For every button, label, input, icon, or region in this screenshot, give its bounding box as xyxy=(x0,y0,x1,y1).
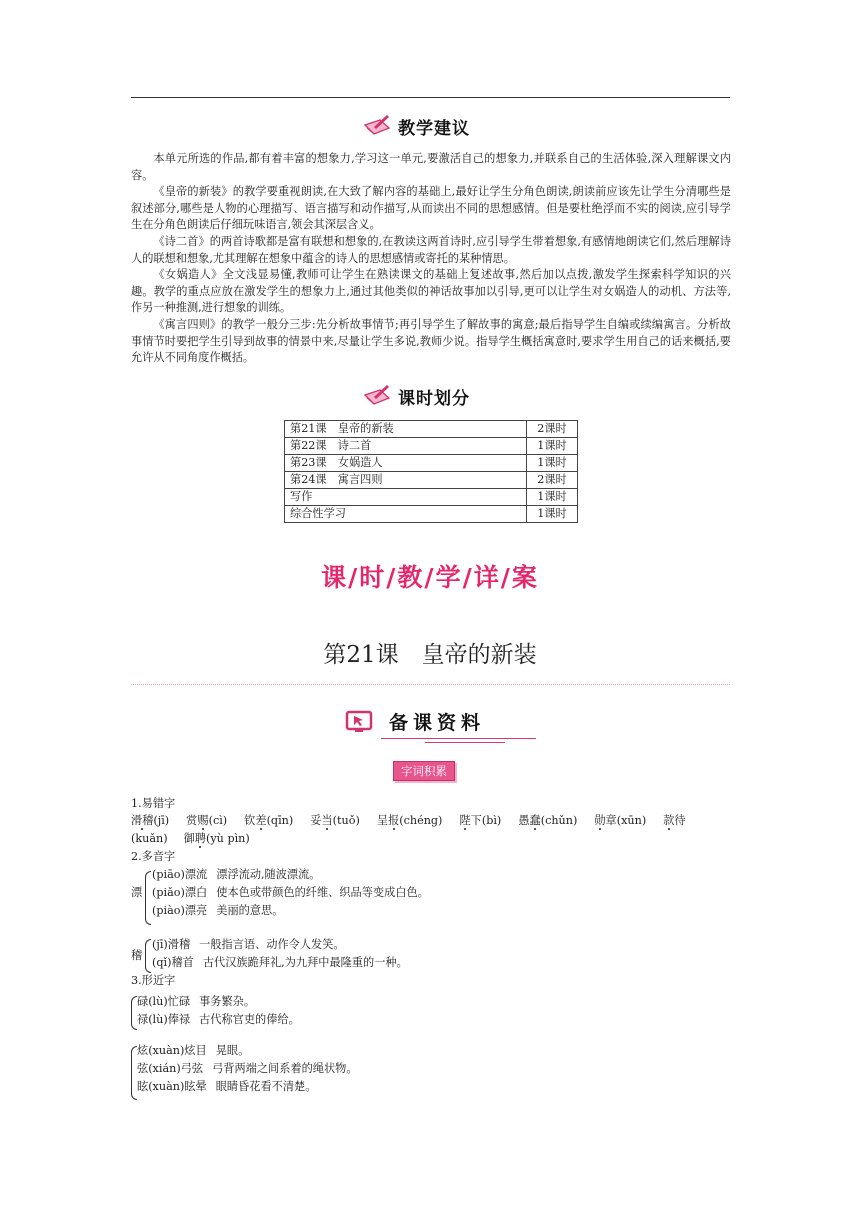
vocab-entry xyxy=(152,902,429,920)
vocab-gloss: 事务繁杂。 xyxy=(199,995,256,1008)
table-row xyxy=(285,472,578,489)
vocab-entry xyxy=(137,1060,358,1078)
vocab-word: 滑稽(jī) xyxy=(131,814,170,827)
lesson-cell: 第21课 皇帝的新装 xyxy=(285,421,527,438)
error-prone-line xyxy=(131,830,266,848)
section-title: 教学建议 xyxy=(398,118,470,139)
vocab-gloss: 古代汉族跪拜礼,为九拜中最隆重的一种。 xyxy=(202,956,408,969)
polyphone-list xyxy=(152,866,429,920)
error-prone-line xyxy=(131,812,703,830)
vocab-entry xyxy=(137,1042,358,1060)
hours-cell: 1课时 xyxy=(527,489,578,506)
vocab-entry xyxy=(152,954,408,972)
vocab-term: 碌(lù)忙碌 xyxy=(137,995,191,1008)
pen-notebook-icon xyxy=(362,113,392,139)
vocab-word: 愚蠢(chǔn) xyxy=(518,814,578,827)
vocab-gloss: 一般指言语、动作令人发笑。 xyxy=(199,938,345,951)
brace xyxy=(145,939,151,973)
monitor-icon xyxy=(345,710,375,736)
polyphone-char: 稽 xyxy=(131,949,143,962)
hours-cell: 2课时 xyxy=(527,472,578,489)
vocab-word: 御聘(yù pìn) xyxy=(183,832,250,845)
vocab-gloss: 弓背两端之间系着的绳状物。 xyxy=(212,1062,358,1075)
advice-paragraph: 《女娲造人》全文浅显易懂,教师可让学生在熟读课文的基础上复述故事,然后加以点拨,激发学生探索科学知识的兴趣。教学的重点应放在激发学生的想象力上,通过其他类似的神话故事加以引导,更可以让学生对女娲造人的动机、方法等,作另一种推测,进行想象的训练。 xyxy=(131,268,731,315)
vocab-term: 眩(xuàn)眩晕 xyxy=(137,1080,207,1093)
vocab-word: 陛下(bì) xyxy=(459,814,502,827)
hours-cell: 2课时 xyxy=(527,421,578,438)
vocab-heading: 2.多音字 xyxy=(131,850,176,863)
pen-notebook-icon xyxy=(362,383,392,409)
lesson-cell: 第23课 女娲造人 xyxy=(285,455,527,472)
prep-title: 备课资料 xyxy=(389,712,486,734)
section-heading-schedule xyxy=(362,383,470,409)
vocab-gloss: 美丽的意思。 xyxy=(216,904,284,917)
vocab-gloss: 晃眼。 xyxy=(215,1044,250,1057)
vocab-heading: 3.形近字 xyxy=(131,974,176,987)
vocab-word: (kuǎn) xyxy=(131,832,168,845)
polyphone-list xyxy=(152,936,408,972)
section-heading-advice xyxy=(362,113,470,139)
section-title: 课时划分 xyxy=(398,388,470,409)
banner-title: 课/时/教/学/详/案 xyxy=(321,563,539,592)
vocab-entry xyxy=(152,936,408,954)
advice-text xyxy=(131,151,731,367)
vocab-gloss: 漂浮流动,随波漂流。 xyxy=(216,868,321,881)
vocab-entry xyxy=(137,1011,300,1029)
advice-paragraph: 《寓言四则》的教学一般分三步:先分析故事情节;再引导学生了解故事的寓意;最后指导学生自编或续编寓言。分析故事情节时要把学生引导到故事的情景中来,尽量让学生多说,教师少说。指导学生概括寓意时,要求学生用自己的话来概括,要允许从不同角度作概括。 xyxy=(131,317,731,365)
vocab-heading: 1.易错字 xyxy=(131,797,176,810)
vocab-term: 弦(xián)弓弦 xyxy=(137,1062,204,1075)
schedule-table xyxy=(284,420,578,523)
vocab-gloss: 古代称官吏的俸给。 xyxy=(199,1013,300,1026)
table-row xyxy=(285,489,578,506)
vocab-gloss: 眼睛昏花看不清楚。 xyxy=(215,1080,317,1093)
vocab-entry xyxy=(152,866,429,884)
lesson-cell: 写作 xyxy=(285,489,527,506)
vocab-word: 钦差(qīn) xyxy=(244,814,294,827)
table-row xyxy=(285,506,578,523)
advice-paragraph: 《诗二首》的两首诗歌都是富有联想和想象的,在教读这两首诗时,应引导学生带着想象,有感情地朗读它们,然后理解诗人的联想和想象,尤其理解在想象中蕴含的诗人的思想感情或寄托的某种情思。 xyxy=(131,234,731,265)
lesson-cell: 第22课 诗二首 xyxy=(285,438,527,455)
vocab-entry xyxy=(137,993,300,1011)
vocab-entry xyxy=(152,884,429,902)
brace xyxy=(145,871,151,925)
lesson-cell: 综合性学习 xyxy=(285,506,527,523)
hours-cell: 1课时 xyxy=(527,506,578,523)
lesson-cell: 第24课 寓言四则 xyxy=(285,472,527,489)
underline xyxy=(381,738,536,739)
lesson-title: 第21课 皇帝的新装 xyxy=(323,642,537,668)
dotted-divider xyxy=(131,684,730,685)
vocab-term: (piǎo)漂白 xyxy=(152,886,208,899)
vocab-term: 炫(xuàn)炫目 xyxy=(137,1044,207,1057)
vocab-word: 勋章(xūn) xyxy=(594,814,647,827)
vocab-term: (piāo)漂流 xyxy=(152,868,208,881)
vocab-term: (qǐ)稽首 xyxy=(152,956,194,969)
prep-heading xyxy=(345,707,540,743)
hours-cell: 1课时 xyxy=(527,455,578,472)
vocab-term: 禄(lù)俸禄 xyxy=(137,1013,191,1026)
vocab-gloss: 使本色或带颜色的纤维、织品等变成白色。 xyxy=(216,886,429,899)
top-rule xyxy=(131,97,730,98)
vocab-term: (piào)漂亮 xyxy=(152,904,208,917)
vocab-word: 赏赐(cì) xyxy=(186,814,228,827)
table-row xyxy=(285,421,578,438)
table-row xyxy=(285,438,578,455)
vocab-word: 呈报(chéng) xyxy=(376,814,443,827)
vocab-word: 妥当(tuǒ) xyxy=(310,814,360,827)
polyphone-char: 漂 xyxy=(131,886,143,899)
advice-paragraph: 本单元所选的作品,都有着丰富的想象力,学习这一单元,要激活自己的想象力,并联系自己的生活体验,深入理解课文内容。 xyxy=(131,152,731,182)
table-row xyxy=(285,455,578,472)
similar-char-list xyxy=(137,1042,358,1096)
advice-paragraph: 《皇帝的新装》的教学要重视朗读,在大致了解内容的基础上,最好让学生分角色朗读,朗读前应该先让学生分清哪些是叙述部分,哪些是人物的心理描写、语言描写和动作描写,从而读出不同的思想感情。但是要杜绝浮而不实的阅读,应引导学生在分角色朗读后仔细玩味语言,领会其深层含义。 xyxy=(131,185,731,232)
vocab-word: 款待 xyxy=(663,814,686,827)
vocab-entry xyxy=(137,1078,358,1096)
hours-cell: 1课时 xyxy=(527,438,578,455)
vocab-badge: 字词积累 xyxy=(393,761,455,781)
similar-char-list xyxy=(137,993,300,1029)
vocab-term: (jī)滑稽 xyxy=(152,938,191,951)
underline xyxy=(425,742,505,743)
